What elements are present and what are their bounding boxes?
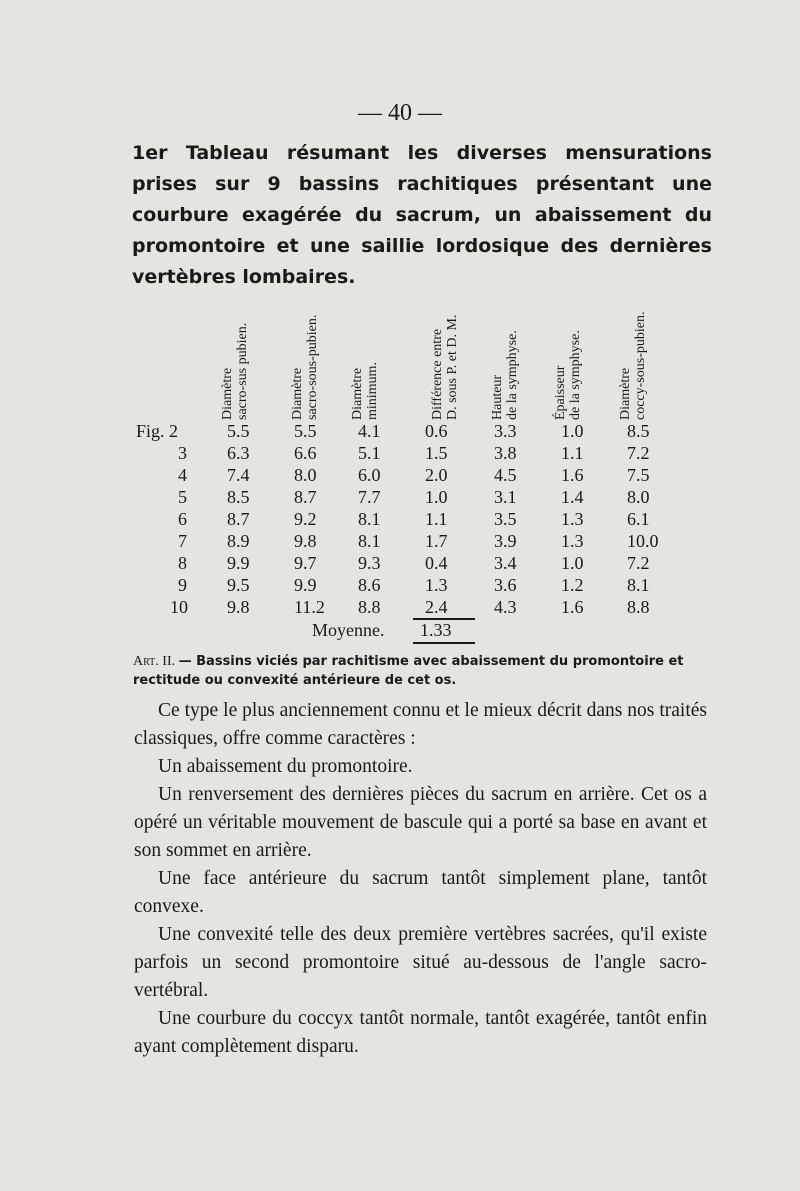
figure-label bbox=[178, 508, 187, 530]
table-cell: 5.5 bbox=[294, 421, 317, 441]
table-cell: 4.5 bbox=[494, 465, 517, 485]
table-cell: 8.5 bbox=[227, 487, 250, 507]
table-cell: 7.4 bbox=[227, 465, 250, 485]
table-cell: 8.5 bbox=[627, 421, 650, 441]
figure-label bbox=[178, 574, 187, 596]
table-cell: 3.4 bbox=[494, 553, 517, 573]
table-cell: 2.4 bbox=[425, 597, 448, 617]
table-cell: 8.1 bbox=[627, 575, 650, 595]
table-cell: 1.6 bbox=[561, 465, 584, 485]
table-cell: 1.2 bbox=[561, 575, 584, 595]
page-number: — 40 — bbox=[358, 100, 442, 126]
column-header: Diamètre sacro-sous-pubien. bbox=[290, 314, 320, 420]
table-cell: 1.0 bbox=[561, 421, 584, 441]
table-cell: 9.9 bbox=[294, 575, 317, 595]
table-cell: 1.1 bbox=[425, 509, 448, 529]
figure-number: 10 bbox=[170, 597, 188, 617]
table-cell: 4.3 bbox=[494, 597, 517, 617]
table-cell: 7.2 bbox=[627, 553, 650, 573]
figure-number: 8 bbox=[178, 553, 187, 573]
figure-label bbox=[178, 552, 187, 574]
figure-label bbox=[136, 420, 178, 442]
table-cell: 7.7 bbox=[358, 487, 381, 507]
paragraph: Un renversement des dernières pièces du sacrum en arrière. Cet os a opéré un véritable mouvement de bascule qui a porté sa base en avant et son sommet en arrière. bbox=[134, 784, 707, 861]
paragraph: Un abaissement du promontoire. bbox=[158, 756, 413, 777]
moyenne-value: 1.33 bbox=[420, 620, 452, 640]
figure-number: 6 bbox=[178, 509, 187, 529]
table-cell: 1.3 bbox=[425, 575, 448, 595]
table-cell: 6.3 bbox=[227, 443, 250, 463]
table-cell: 8.8 bbox=[627, 597, 650, 617]
table-cell: 0.6 bbox=[425, 421, 448, 441]
table-cell: 3.6 bbox=[494, 575, 517, 595]
column-header: Différence entre D. sous P. et D. M. bbox=[430, 314, 460, 420]
table-cell: 8.7 bbox=[294, 487, 317, 507]
article-title: — Bassins viciés par rachitisme avec abaissement du promontoire et rectitude ou convexité antérieure de cet os. bbox=[133, 654, 684, 688]
article-number: Art. II. bbox=[133, 654, 176, 669]
table-cell: 9.8 bbox=[294, 531, 317, 551]
moyenne-label: Moyenne. bbox=[312, 620, 385, 640]
table-cell: 11.2 bbox=[294, 597, 325, 617]
table-cell: 7.5 bbox=[627, 465, 650, 485]
article-heading bbox=[133, 652, 713, 690]
body-text bbox=[134, 697, 707, 1061]
table-cell: 7.2 bbox=[627, 443, 650, 463]
table-cell: 3.5 bbox=[494, 509, 517, 529]
table-cell: 3.1 bbox=[494, 487, 517, 507]
column-header: Diamètre minimum. bbox=[350, 362, 380, 420]
paragraph: Une face antérieure du sacrum tantôt simplement plane, tantôt convexe. bbox=[134, 868, 707, 917]
table-cell: 9.2 bbox=[294, 509, 317, 529]
table-cell: 6.1 bbox=[627, 509, 650, 529]
figure-label bbox=[178, 530, 187, 552]
table-cell: 3.9 bbox=[494, 531, 517, 551]
table-cell: 4.1 bbox=[358, 421, 381, 441]
column-header: Hauteur de la symphyse. bbox=[490, 330, 520, 420]
table-cell: 9.5 bbox=[227, 575, 250, 595]
table-cell: 9.3 bbox=[358, 553, 381, 573]
column-header: Épaisseur de la symphyse. bbox=[553, 330, 583, 420]
figure-label bbox=[178, 486, 187, 508]
figure-label bbox=[178, 442, 187, 464]
figure-number: 5 bbox=[178, 487, 187, 507]
table-cell: 1.3 bbox=[561, 509, 584, 529]
moyenne-underline bbox=[413, 642, 475, 644]
table-cell: 8.1 bbox=[358, 509, 381, 529]
table-cell: 1.6 bbox=[561, 597, 584, 617]
table-cell: 8.7 bbox=[227, 509, 250, 529]
table-cell: 8.9 bbox=[227, 531, 250, 551]
figure-number: 3 bbox=[178, 443, 187, 463]
table-cell: 1.5 bbox=[425, 443, 448, 463]
table-cell: 1.0 bbox=[561, 553, 584, 573]
figure-number: 2 bbox=[169, 421, 179, 441]
table-cell: 5.1 bbox=[358, 443, 381, 463]
table-cell: 1.1 bbox=[561, 443, 584, 463]
table-cell: 1.3 bbox=[561, 531, 584, 551]
table-cell: 0.4 bbox=[425, 553, 448, 573]
figure-label bbox=[178, 464, 187, 486]
table-cell: 9.9 bbox=[227, 553, 250, 573]
figure-number: 7 bbox=[178, 531, 187, 551]
figure-prefix: Fig. bbox=[136, 421, 165, 441]
table-cell: 8.6 bbox=[358, 575, 381, 595]
table-cell: 10.0 bbox=[627, 531, 659, 551]
table-cell: 6.0 bbox=[358, 465, 381, 485]
column-header: Diamètre coccy-sous-pubien. bbox=[618, 311, 648, 420]
figure-number: 9 bbox=[178, 575, 187, 595]
table-caption: 1er Tableau résumant les diverses mensurations prises sur 9 bassins rachitiques présentant une courbure exagérée du sacrum, un abaissement du promontoire et une saillie lordosique des dernières vertèbres lombaires. bbox=[132, 142, 712, 288]
table-cell: 1.7 bbox=[425, 531, 448, 551]
table-cell: 1.0 bbox=[425, 487, 448, 507]
table-cell: 3.3 bbox=[494, 421, 517, 441]
paragraph: Ce type le plus anciennement connu et le mieux décrit dans nos traités classiques, offre comme caractères : bbox=[134, 700, 707, 749]
column-header: Diamètre sacro-sus pubien. bbox=[220, 322, 250, 420]
table-cell: 9.7 bbox=[294, 553, 317, 573]
table-cell: 9.8 bbox=[227, 597, 250, 617]
paragraph: Une courbure du coccyx tantôt normale, tantôt exagérée, tantôt enfin ayant complètement disparu. bbox=[134, 1008, 707, 1057]
table-cell: 8.0 bbox=[627, 487, 650, 507]
table-cell: 8.0 bbox=[294, 465, 317, 485]
figure-number: 4 bbox=[178, 465, 187, 485]
paragraph: Une convexité telle des deux première vertèbres sacrées, qu'il existe parfois un second promontoire situé au-dessous de l'angle sacro-vertébral. bbox=[134, 924, 707, 1001]
table-cell: 3.8 bbox=[494, 443, 517, 463]
table-cell: 6.6 bbox=[294, 443, 317, 463]
figure-label bbox=[170, 596, 188, 618]
table-cell: 2.0 bbox=[425, 465, 448, 485]
table-cell: 1.4 bbox=[561, 487, 584, 507]
table-cell: 5.5 bbox=[227, 421, 250, 441]
table-cell: 8.8 bbox=[358, 597, 381, 617]
table-cell: 8.1 bbox=[358, 531, 381, 551]
